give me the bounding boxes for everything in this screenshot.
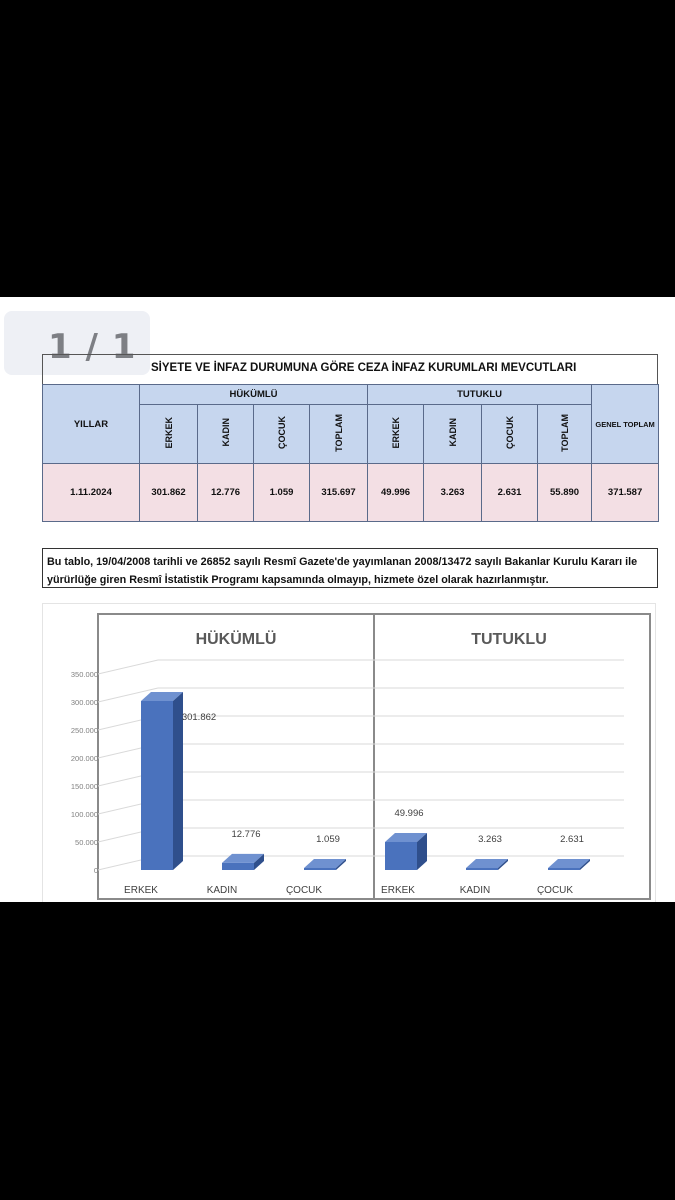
bar-chart [43,604,657,902]
table-title-bar [42,354,658,384]
table-row [43,464,659,522]
y-tick-label: 0 [93,866,98,875]
sub-header-label: ERKEK [163,416,174,449]
convicted-group-header: HÜKÜMLÜ [140,385,368,405]
category-label: ÇOCUK [285,885,323,896]
y-tick-label: 150.000 [70,782,98,791]
bar-front [141,701,173,870]
sub-header [424,405,482,464]
grand-total-value: 371.587 [592,464,659,522]
cell-value: 301.862 [140,464,198,522]
sub-header [538,405,592,464]
years-header: YILLAR [43,385,140,464]
chart-title: TUTUKLU [471,631,547,648]
sub-header-label: ÇOCUK [276,416,287,449]
disclaimer-note [42,548,658,588]
category-label: KADIN [206,885,238,896]
statistics-table [42,384,659,522]
chart-title: HÜKÜMLÜ [195,631,277,648]
sub-header-label: TOPLAM [333,413,344,452]
note-line: Bu tablo, 19/04/2008 tarihli ve 26852 sayılı Resmî Gazete'de yayımlanan 2008/13472 sayılı Bakanlar Kurulu Kararı ile [47,556,638,568]
chart-area [42,603,656,902]
cell-value: 3.263 [424,464,482,522]
cell-value: 2.631 [482,464,538,522]
bar-front [222,863,254,870]
cell-value: 315.697 [310,464,368,522]
category-label: ERKEK [124,885,158,896]
bar-front [548,868,580,870]
sub-header [310,405,368,464]
cell-value: 55.890 [538,464,592,522]
bar-front [385,842,417,870]
y-tick-label: 100.000 [70,810,98,819]
data-label: 3.263 [478,834,502,845]
category-label: ÇOCUK [536,885,574,896]
data-label: 2.631 [560,834,584,845]
sub-header-label: ERKEK [390,416,401,449]
y-tick-label: 50.000 [75,838,98,847]
sub-header [140,405,198,464]
sub-header [368,405,424,464]
y-tick-label: 250.000 [70,726,98,735]
data-label: 49.996 [394,808,424,820]
sub-header-label: KADIN [447,418,458,447]
table-title: SİYETE VE İNFAZ DURUMUNA GÖRE CEZA İNFAZ KURUMLARI MEVCUTLARI [151,362,577,374]
cell-value: 49.996 [368,464,424,522]
y-tick-label: 200.000 [70,754,98,763]
sub-header [254,405,310,464]
grid-line-side [98,660,158,674]
sub-header [482,405,538,464]
y-tick-label: 350.000 [70,670,98,679]
data-label: 301.862 [181,711,217,723]
data-label: 12.776 [231,828,261,840]
sub-header [198,405,254,464]
sub-header-label: ÇOCUK [504,416,515,449]
document-sheet [0,297,675,902]
note-line: yürürlüğe giren Resmî İstatistik Programı kapsamında olmayıp, hizmete özel olarak hazırlanmıştır. [47,574,549,586]
bar-front [304,868,336,870]
detained-group-header: TUTUKLU [368,385,592,405]
sub-header-label: KADIN [220,418,231,447]
grand-total-header: GENEL TOPLAM [592,385,659,464]
sub-header-label: TOPLAM [559,413,570,452]
row-date: 1.11.2024 [43,464,140,522]
category-label: ERKEK [381,885,415,896]
data-label: 1.059 [316,834,340,845]
page-indicator-text: 1 / 1 [48,327,137,367]
category-label: KADIN [459,885,491,896]
cell-value: 12.776 [198,464,254,522]
bar-front [466,868,498,870]
cell-value: 1.059 [254,464,310,522]
y-tick-label: 300.000 [70,698,98,707]
